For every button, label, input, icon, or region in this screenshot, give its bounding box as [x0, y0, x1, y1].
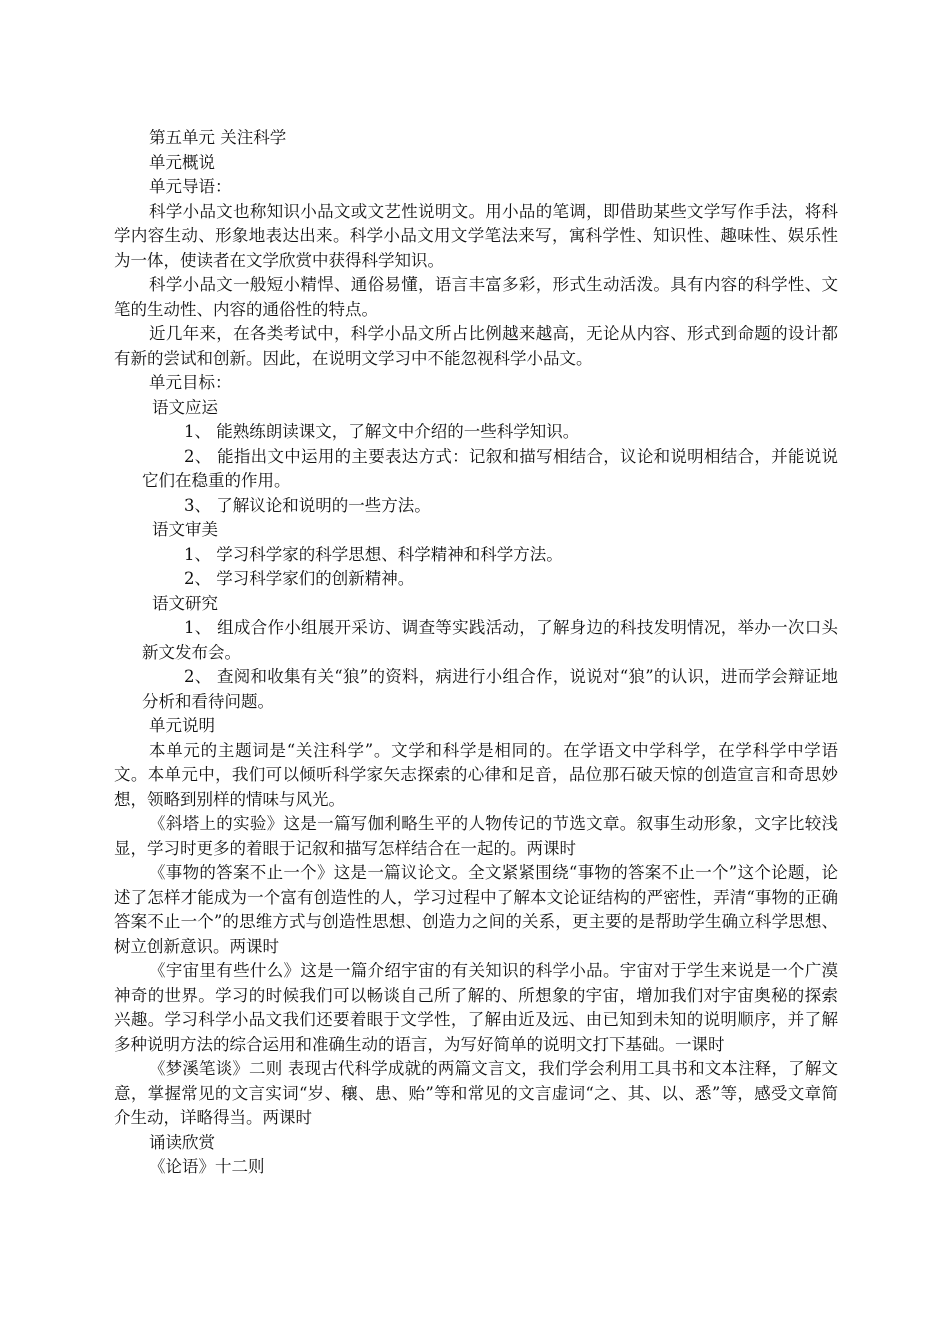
goal-section-title: 语文审美: [152, 520, 218, 539]
goal-section-title: 语文研究: [152, 593, 218, 613]
goal-item: 3、 了解议论和说明的一些方法。: [184, 495, 431, 515]
explain-paragraph: 本单元的主题词是“关注科学”。文学和科学是相同的。在学语文中学科学，在学科学中学语文。本单元中，我们可以倾听科学家矢志探索的心律和足音，品位那石破天惊的创造宣言和奇思妙想，领略到别样的情味与风光。: [114, 740, 838, 809]
goal-item: 2、 学习科学家们的创新精神。: [184, 569, 415, 588]
explain-paragraph: 《斜塔上的实验》这是一篇写伽利略生平的人物传记的节选文章。叙事生动形象，文字比较浅显，学习时更多的着眼于记叙和描写怎样结合在一起的。两课时: [114, 814, 838, 858]
goal-item: 2、 查阅和收集有关“狼”的资料，病进行小组合作，说说对“狼”的认识，进而学会辩证地分析和看待问题。: [142, 667, 838, 711]
goal-item: 1、 学习科学家的科学思想、科学精神和科学方法。: [184, 544, 563, 564]
goals-heading: 单元目标：: [149, 373, 232, 392]
reading-item: 《论语》十二则: [149, 1157, 265, 1176]
goal-item: 1、 能熟练朗读课文，了解文中介绍的一些科学知识。: [184, 422, 580, 441]
explain-heading: 单元说明: [149, 716, 215, 735]
document-page: [114, 126, 838, 1180]
intro-paragraph: 科学小品文一般短小精悍、通俗易懂，语言丰富多彩，形式生动活泼。具有内容的科学性、文笔的生动性、内容的通俗性的特点。: [114, 275, 838, 319]
intro-heading: 单元导语：: [149, 177, 232, 196]
explain-paragraph: 《宇宙里有些什么》这是一篇介绍宇宙的有关知识的科学小品。宇宙对于学生来说是一个广漠神奇的世界。学习的时候我们可以畅谈自己所了解的、所想象的宇宙，增加我们对宇宙奥秘的探索兴趣。学习科学小品文我们还要着眼于文学性，了解由近及远、由已知到未知的说明顺序，并了解多种说明方法的综合运用和准确生动的语言，为写好简单的说明文打下基础。一课时: [114, 961, 838, 1054]
explain-paragraph: 《梦溪笔谈》二则 表现古代科学成就的两篇文言文，我们学会利用工具书和文本注释，了解文意，掌握常见的文言实词“岁、穰、患、贻”等和常见的文言虚词“之、其、以、悉”等，感受文章简介生动，详略得当。两课时: [114, 1059, 838, 1127]
overview-heading: 单元概说: [149, 152, 215, 172]
goal-section-title: 语文应运: [152, 397, 218, 417]
intro-paragraph: 近几年来，在各类考试中，科学小品文所占比例越来越高，无论从内容、形式到命题的设计都有新的尝试和创新。因此，在说明文学习中不能忽视科学小品文。: [114, 324, 838, 368]
goal-item: 2、 能指出文中运用的主要表达方式：记叙和描写相结合，议论和说明相结合，并能说说它们在稳重的作用。: [142, 446, 838, 490]
reading-heading: 诵读欣赏: [149, 1132, 215, 1152]
explain-paragraph: 《事物的答案不止一个》这是一篇议论文。全文紧紧围绕“事物的答案不止一个”这个论题，论述了怎样才能成为一个富有创造性的人，学习过程中了解本文论证结构的严密性，弄清“事物的正确答案不止一个”的思维方式与创造性思想、创造力之间的关系，更主要的是帮助学生确立科学思想、树立创新意识。两课时: [114, 863, 838, 956]
goal-item: 1、 组成合作小组展开采访、调查等实践活动，了解身边的科技发明情况，举办一次口头新文发布会。: [142, 618, 838, 662]
unit-title: 第五单元 关注科学: [149, 128, 287, 147]
intro-paragraph: 科学小品文也称知识小品文或文艺性说明文。用小品的笔调，即借助某些文学写作手法，将科学内容生动、形象地表达出来。科学小品文用文学笔法来写，寓科学性、知识性、趣味性、娱乐性为一体，使读者在文学欣赏中获得科学知识。: [114, 201, 838, 270]
